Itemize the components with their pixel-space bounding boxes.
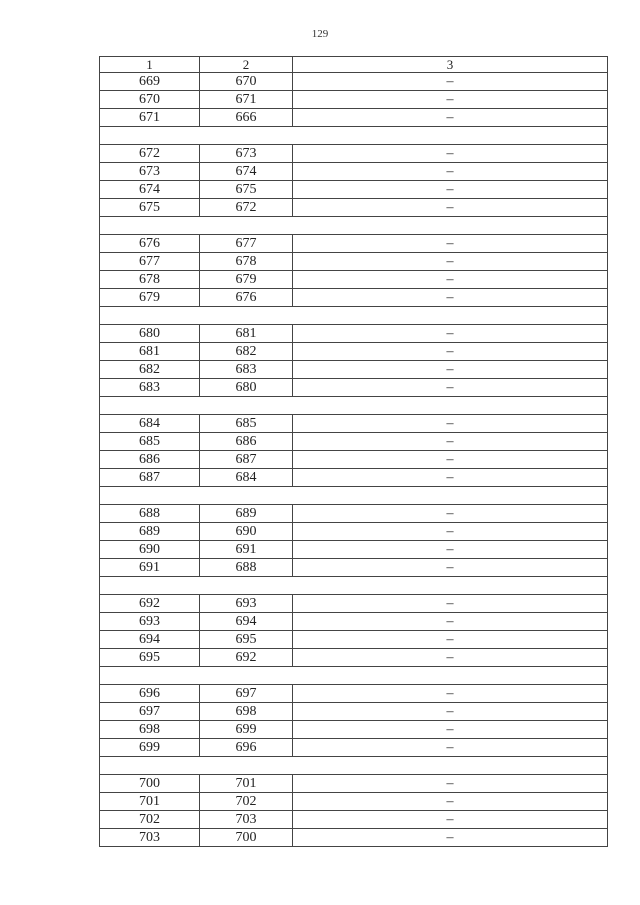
table-cell-col-3: – [293,253,608,271]
table-cell-col-1: 702 [100,811,200,829]
table-row [100,145,608,163]
table-cell-col-1: 696 [100,685,200,703]
table-cell-col-2: 692 [200,649,293,667]
group-separator-row [100,757,608,775]
table-cell-col-1: 689 [100,523,200,541]
table-cell-col-3: – [293,613,608,631]
table-cell-col-2: 695 [200,631,293,649]
table-cell-col-2: 699 [200,721,293,739]
group-separator-row [100,667,608,685]
table-cell-col-2: 703 [200,811,293,829]
table-cell-col-1: 687 [100,469,200,487]
table-row [100,559,608,577]
table-cell-col-2: 673 [200,145,293,163]
table-cell-col-1: 700 [100,775,200,793]
table-cell-col-1: 692 [100,595,200,613]
table-cell-col-3: – [293,145,608,163]
table-cell-col-3: – [293,415,608,433]
table-cell-col-3: – [293,811,608,829]
table-row [100,649,608,667]
table-cell-col-3: – [293,73,608,91]
table-row [100,271,608,289]
table-body [100,73,608,847]
table-cell-col-3: – [293,631,608,649]
table-cell-col-3: – [293,433,608,451]
table-row [100,235,608,253]
table-cell-col-1: 677 [100,253,200,271]
table-cell-col-1: 690 [100,541,200,559]
table-cell-col-3: – [293,361,608,379]
table-row [100,613,608,631]
table-cell-col-3: – [293,163,608,181]
table-cell-col-2: 688 [200,559,293,577]
table-cell-col-3: – [293,541,608,559]
table-cell-col-2: 674 [200,163,293,181]
table-row [100,379,608,397]
table-cell-col-3: – [293,109,608,127]
table-row [100,523,608,541]
table-row [100,199,608,217]
table-cell-col-1: 673 [100,163,200,181]
table-row [100,73,608,91]
table-cell-col-2: 681 [200,325,293,343]
table-cell-col-3: – [293,379,608,397]
table-row [100,91,608,109]
table-cell-col-1: 695 [100,649,200,667]
table-cell-col-2: 697 [200,685,293,703]
table-cell-col-3: – [293,649,608,667]
table-cell-col-3: – [293,559,608,577]
table-cell-col-1: 684 [100,415,200,433]
page-number: 129 [311,28,329,40]
table-cell-col-2: 700 [200,829,293,847]
separator-cell [100,577,608,595]
table-cell-col-1: 685 [100,433,200,451]
table-row [100,829,608,847]
table-cell-col-1: 699 [100,739,200,757]
table-cell-col-2: 684 [200,469,293,487]
table-row [100,415,608,433]
column-header-1: 1 [100,57,200,73]
table-row [100,541,608,559]
table-row [100,361,608,379]
separator-cell [100,307,608,325]
table-cell-col-2: 682 [200,343,293,361]
table-cell-col-1: 671 [100,109,200,127]
table-cell-col-3: – [293,829,608,847]
table-row [100,631,608,649]
table-cell-col-1: 701 [100,793,200,811]
table-cell-col-3: – [293,289,608,307]
table-cell-col-3: – [293,523,608,541]
table-cell-col-2: 687 [200,451,293,469]
group-separator-row [100,127,608,145]
separator-cell [100,217,608,235]
table-cell-col-1: 688 [100,505,200,523]
separator-cell [100,757,608,775]
table-cell-col-1: 697 [100,703,200,721]
table-cell-col-1: 682 [100,361,200,379]
table-cell-col-1: 694 [100,631,200,649]
table-row [100,325,608,343]
table-cell-col-1: 683 [100,379,200,397]
table-cell-col-1: 670 [100,91,200,109]
table-cell-col-1: 681 [100,343,200,361]
table-row [100,163,608,181]
table-cell-col-2: 693 [200,595,293,613]
group-separator-row [100,397,608,415]
table-cell-col-3: – [293,181,608,199]
table-cell-col-2: 689 [200,505,293,523]
table-cell-col-2: 670 [200,73,293,91]
table-cell-col-2: 696 [200,739,293,757]
table-row [100,109,608,127]
column-header-3: 3 [293,57,608,73]
table-cell-col-3: – [293,343,608,361]
table-cell-col-1: 691 [100,559,200,577]
table-row [100,703,608,721]
table-cell-col-2: 685 [200,415,293,433]
table-row [100,289,608,307]
table-cell-col-2: 676 [200,289,293,307]
separator-cell [100,667,608,685]
table-cell-col-2: 686 [200,433,293,451]
table-cell-col-3: – [293,703,608,721]
table-cell-col-1: 686 [100,451,200,469]
table-cell-col-3: – [293,469,608,487]
table-cell-col-2: 666 [200,109,293,127]
table-cell-col-2: 691 [200,541,293,559]
table-row [100,793,608,811]
table-cell-col-2: 694 [200,613,293,631]
table-cell-col-2: 675 [200,181,293,199]
table-cell-col-3: – [293,91,608,109]
table-row [100,343,608,361]
data-table [99,56,608,847]
table-cell-col-3: – [293,271,608,289]
table-cell-col-1: 693 [100,613,200,631]
table-cell-col-3: – [293,235,608,253]
table-cell-col-2: 672 [200,199,293,217]
group-separator-row [100,577,608,595]
table-row [100,253,608,271]
table-cell-col-2: 683 [200,361,293,379]
table-cell-col-3: – [293,451,608,469]
table-cell-col-2: 680 [200,379,293,397]
table-row [100,775,608,793]
table-cell-col-3: – [293,199,608,217]
table-cell-col-1: 676 [100,235,200,253]
table-row [100,685,608,703]
table-cell-col-2: 671 [200,91,293,109]
table-cell-col-1: 703 [100,829,200,847]
table-cell-col-3: – [293,685,608,703]
table-cell-col-3: – [293,595,608,613]
table-cell-col-3: – [293,325,608,343]
table-cell-col-1: 672 [100,145,200,163]
table-cell-col-3: – [293,721,608,739]
table-row [100,595,608,613]
table-row [100,433,608,451]
table-cell-col-2: 679 [200,271,293,289]
group-separator-row [100,307,608,325]
table-cell-col-3: – [293,793,608,811]
table-cell-col-3: – [293,739,608,757]
table-cell-col-2: 690 [200,523,293,541]
table-row [100,505,608,523]
column-header-2: 2 [200,57,293,73]
table-cell-col-3: – [293,505,608,523]
table-row [100,739,608,757]
separator-cell [100,127,608,145]
table-row [100,811,608,829]
group-separator-row [100,487,608,505]
table-row [100,451,608,469]
table-cell-col-1: 675 [100,199,200,217]
table-cell-col-1: 678 [100,271,200,289]
table-cell-col-2: 678 [200,253,293,271]
table-cell-col-1: 669 [100,73,200,91]
table-row [100,181,608,199]
table-cell-col-3: – [293,775,608,793]
group-separator-row [100,217,608,235]
table-cell-col-1: 698 [100,721,200,739]
table-row [100,469,608,487]
table-cell-col-2: 702 [200,793,293,811]
table-cell-col-1: 680 [100,325,200,343]
table-cell-col-2: 677 [200,235,293,253]
table-row [100,721,608,739]
table-cell-col-1: 679 [100,289,200,307]
table-cell-col-2: 701 [200,775,293,793]
separator-cell [100,397,608,415]
table-cell-col-1: 674 [100,181,200,199]
table-header-row [100,57,608,73]
table-cell-col-2: 698 [200,703,293,721]
separator-cell [100,487,608,505]
